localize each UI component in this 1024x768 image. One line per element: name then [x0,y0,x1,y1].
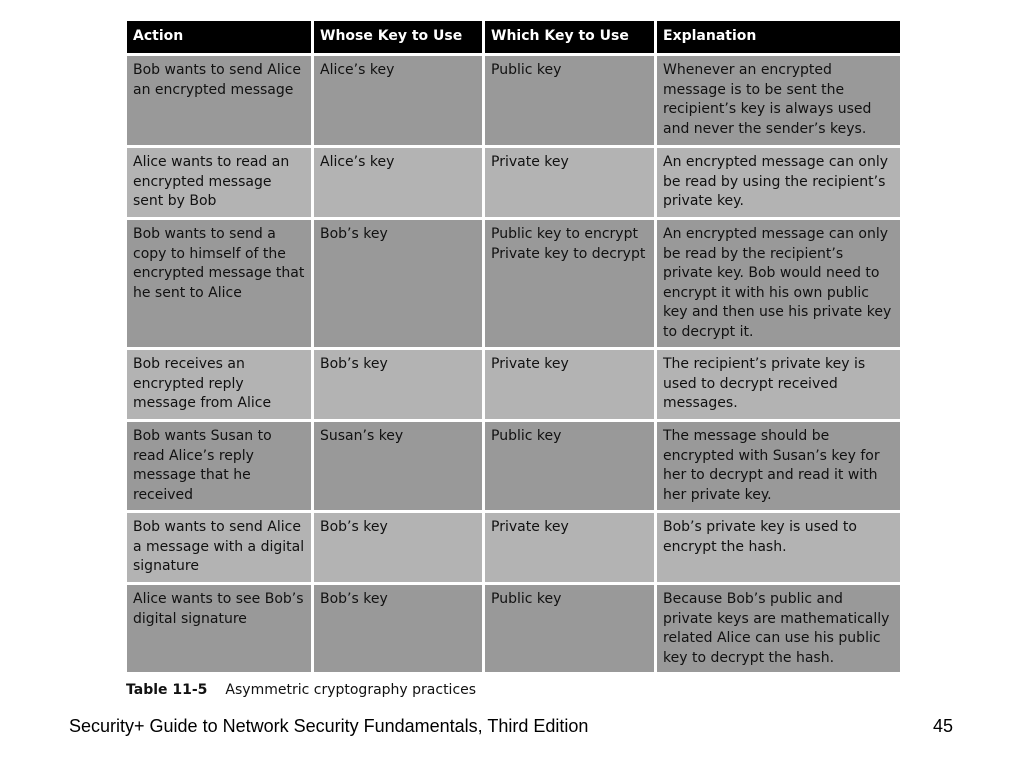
cell-whose-key: Bob’s key [313,219,484,349]
cell-action: Alice wants to read an encrypted message sent by Bob [126,147,313,219]
cell-action: Alice wants to see Bob’s digital signature [126,584,313,674]
cell-which-key: Private key [484,147,656,219]
table-row [126,512,902,584]
table-row [126,219,902,349]
cell-which-key: Public key [484,584,656,674]
cell-which-key: Public key [484,421,656,512]
header-whose-key: Whose Key to Use [313,20,484,55]
cell-explanation: Whenever an encrypted message is to be sent the recipient’s key is always used and never the sender’s keys. [656,55,902,147]
table-caption [126,682,476,698]
cell-which-key: Private key [484,512,656,584]
table-row [126,55,902,147]
cell-whose-key: Bob’s key [313,349,484,421]
cell-action: Bob wants to send Alice an encrypted message [126,55,313,147]
cell-which-key: Private key [484,349,656,421]
cell-action: Bob wants to send Alice a message with a digital signature [126,512,313,584]
cell-whose-key: Susan’s key [313,421,484,512]
table-caption-number: Table 11-5 [126,682,208,698]
cell-whose-key: Alice’s key [313,147,484,219]
table-row [126,421,902,512]
cell-whose-key: Bob’s key [313,512,484,584]
header-which-key: Which Key to Use [484,20,656,55]
cell-which-key: Public key to encrypt Private key to decrypt [484,219,656,349]
cell-whose-key: Alice’s key [313,55,484,147]
footer-book-title: Security+ Guide to Network Security Fundamentals, Third Edition [69,716,589,736]
table-caption-text: Asymmetric cryptography practices [225,682,477,698]
header-explanation: Explanation [656,20,902,55]
cell-which-key: Public key [484,55,656,147]
cell-action: Bob receives an encrypted reply message from Alice [126,349,313,421]
table-row [126,349,902,421]
cell-action: Bob wants Susan to read Alice’s reply message that he received [126,421,313,512]
table-header-row [126,20,902,55]
cell-explanation: Bob’s private key is used to encrypt the hash. [656,512,902,584]
table-row [126,147,902,219]
asymmetric-crypto-table [124,18,903,675]
cell-explanation: An encrypted message can only be read by the recipient’s private key. Bob would need to encrypt it with his own public key and then use his private key to decrypt it. [656,219,902,349]
cell-action: Bob wants to send a copy to himself of the encrypted message that he sent to Alice [126,219,313,349]
cell-whose-key: Bob’s key [313,584,484,674]
cell-explanation: The message should be encrypted with Susan’s key for her to decrypt and read it with her private key. [656,421,902,512]
cell-explanation: The recipient’s private key is used to decrypt received messages. [656,349,902,421]
cell-explanation: An encrypted message can only be read by using the recipient’s private key. [656,147,902,219]
page-number: 45 [933,716,954,736]
cell-explanation: Because Bob’s public and private keys are mathematically related Alice can use his public key to decrypt the hash. [656,584,902,674]
header-action: Action [126,20,313,55]
table-row [126,584,902,674]
